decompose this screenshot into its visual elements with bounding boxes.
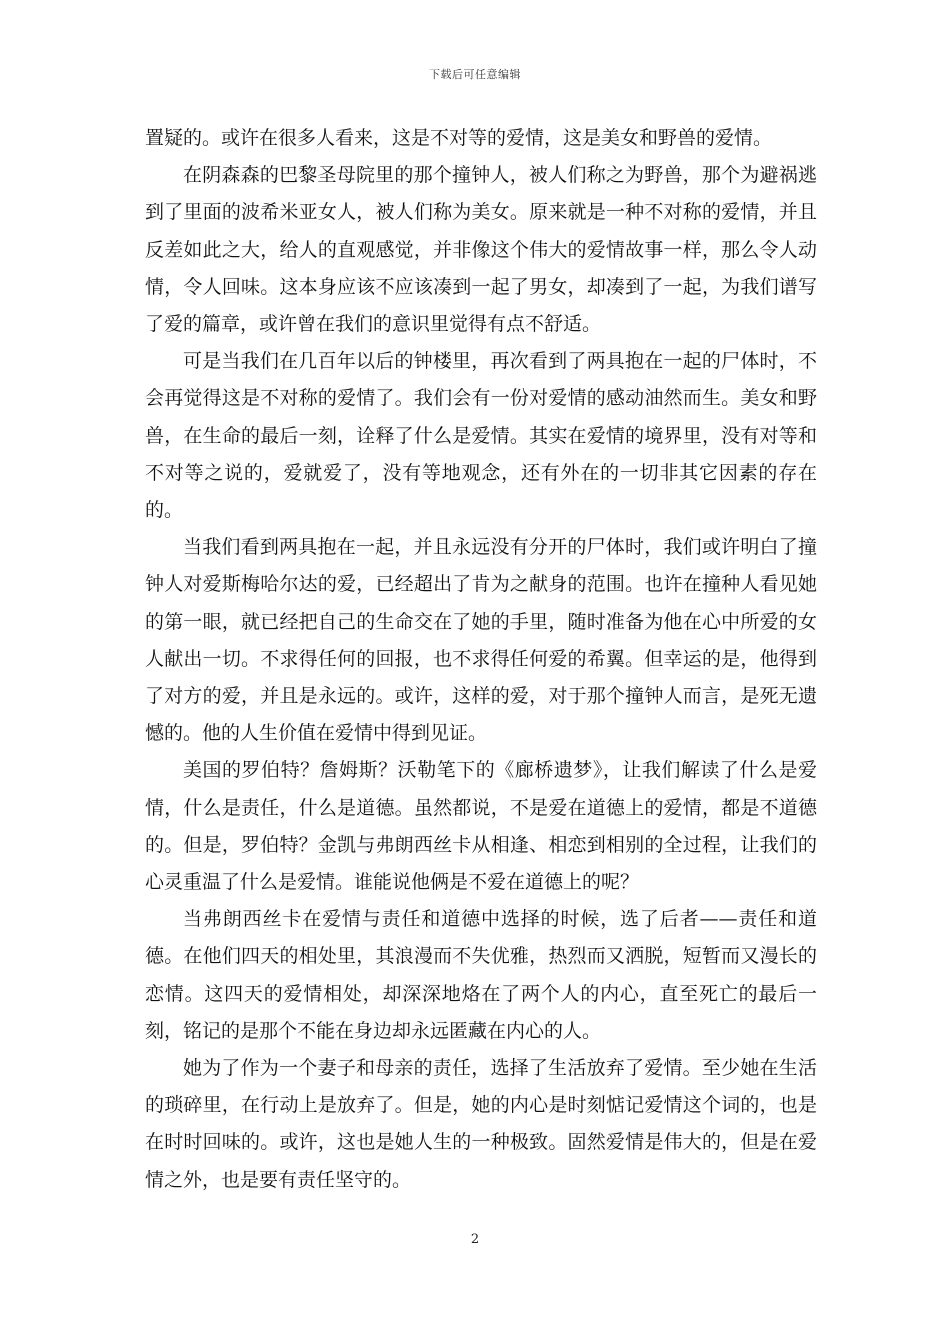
paragraph-4: 当我们看到两具抱在一起，并且永远没有分开的尸体时，我们或许明白了撞钟人对爱斯梅哈尔达的爱，已经超出了肯为之献身的范围。也许在撞种人看见她的第一眼，就已经把自己的生命交在了她的手里，随时准备为他在心中所爱的女人献出一切。不求得任何的回报，也不求得任何爱的希翼。但幸运的是，他得到了对方的爱，并且是永远的。或许，这样的爱，对于那个撞钟人而言，是死无遗憾的。他的人生价值在爱情中得到见证。 xyxy=(145,536,817,745)
page-header: 下载后可任意编辑 xyxy=(429,68,521,81)
paragraph-1: 置疑的。或许在很多人看来，这是不对等的爱情，这是美女和野兽的爱情。 xyxy=(145,127,773,149)
page-number: 2 xyxy=(470,1232,480,1247)
paragraph-3: 可是当我们在几百年以后的钟楼里，再次看到了两具抱在一起的尸体时，不会再觉得这是不对称的爱情了。我们会有一份对爱情的感动油然而生。美女和野兽，在生命的最后一刻，诠释了什么是爱情。其实在爱情的境界里，没有对等和不对等之说的，爱就爱了，没有等地观念，还有外在的一切非其它因素的存在的。 xyxy=(145,350,817,522)
paragraph-5: 美国的罗伯特？詹姆斯？沃勒笔下的《廊桥遗梦》，让我们解读了什么是爱情，什么是责任，什么是道德。虽然都说，不是爱在道德上的爱情，都是不道德的。但是，罗伯特？金凯与弗朗西丝卡从相逢、相恋到相别的全过程，让我们的心灵重温了什么是爱情。谁能说他俩是不爱在道德上的呢？ xyxy=(145,759,817,894)
paragraph-2: 在阴森森的巴黎圣母院里的那个撞钟人，被人们称之为野兽，那个为避祸逃到了里面的波希米亚女人，被人们称为美女。原来就是一种不对称的爱情，并且反差如此之大，给人的直观感觉，并非像这个伟大的爱情故事一样，那么令人动情，令人回味。这本身应该不应该凑到一起了男女，却凑到了一起，为我们谱写了爱的篇章，或许曾在我们的意识里觉得有点不舒适。 xyxy=(145,164,817,336)
body-text xyxy=(145,120,817,1199)
paragraph-7: 她为了作为一个妻子和母亲的责任，选择了生活放弃了爱情。至少她在生活的琐碎里，在行动上是放弃了。但是，她的内心是时刻惦记爱情这个词的，也是在时时回味的。或许，这也是她人生的一种极致。固然爱情是伟大的，但是在爱情之外，也是要有责任坚守的。 xyxy=(145,1057,817,1191)
paragraph-6: 当弗朗西丝卡在爱情与责任和道德中选择的时候，选了后者——责任和道德。在他们四天的相处里，其浪漫而不失优雅，热烈而又洒脱，短暂而又漫长的恋情。这四天的爱情相处，却深深地烙在了两个人的内心，直至死亡的最后一刻，铭记的是那个不能在身边却永远匿藏在内心的人。 xyxy=(145,908,817,1042)
